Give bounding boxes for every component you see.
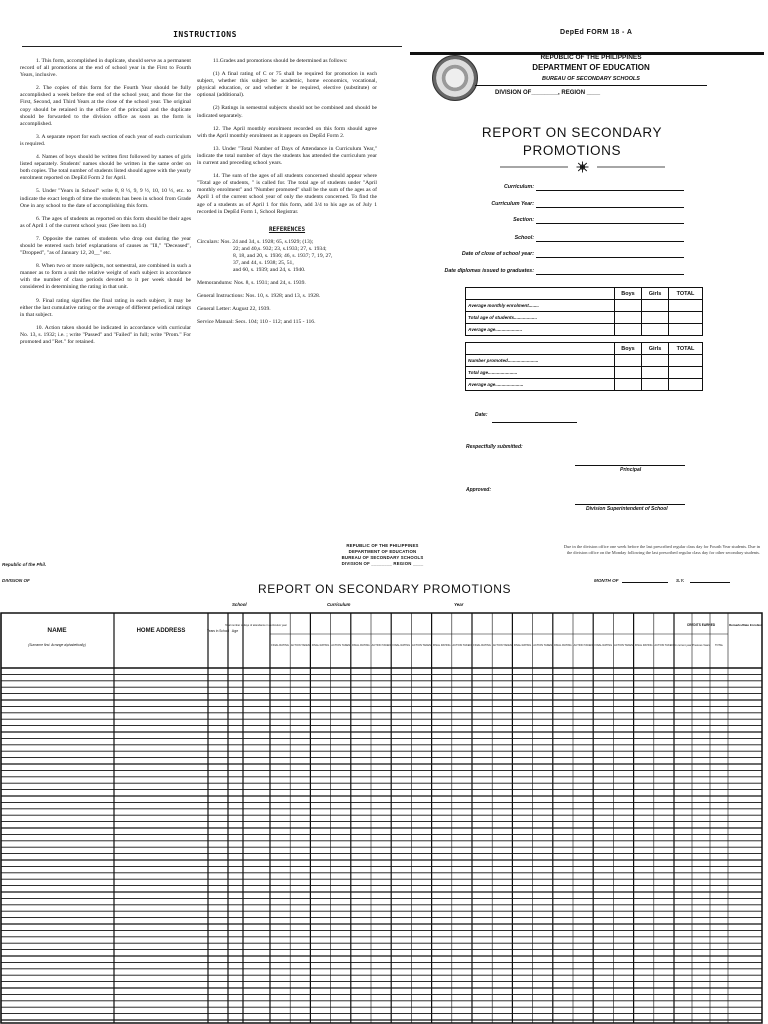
ornament-divider-icon (500, 161, 665, 173)
subject-action-taken-header: ACTION TAKEN (371, 644, 391, 647)
subject-action-taken-header: ACTION TAKEN (290, 644, 310, 647)
field-label-6: Date diplomas issued to graduates: (444, 268, 534, 274)
enrolment-stats-row-label-3: Average age..................... (466, 324, 615, 336)
subject-final-rating-header: FINAL RATING (634, 644, 653, 647)
promotions-grid (0, 612, 763, 1024)
enrolment-stats-cell[interactable] (669, 324, 703, 336)
principal-label: Principal (620, 467, 642, 473)
enrolment-stats-cell[interactable] (642, 312, 669, 324)
promotion-stats-row-label-3: Average age...................... (466, 379, 615, 391)
report-title-line-1: REPORT ON SECONDARY (481, 125, 663, 140)
date-line[interactable] (492, 416, 577, 423)
reference-2: Memorandums: Nos. 8, s. 1931; and 24, s. 1939. (197, 279, 306, 286)
instruction-item-col2-6: 14. The sum of the ages of all students concerned should appear where "Total age of students, " is called for. The total age of students under "April monthly enrolment" and "Number promoted" shall be the sum of the ages as of April 1 of the current school year of only the students concerned. To find the age of a students as of April 1 for this form, add 3/4 to his age as of July 1 recorded in DepEd Form 1, School Registrar. (197, 173, 377, 215)
reference-1: Circulars: Nos. 24 and 34, s. 1928; 65, s.1929; (13); 22; and 40,s. 932; 23, s.1933; 27, s. 1934; 8, 18, and 20, s. 1936; 46, s. 1937; 7, 19, 27, 37, and 44, s. 1938; 25, 51, and 60, s. 1939; and 24, s. 1940. (197, 238, 333, 273)
curriculum-sub-label: Curriculum (327, 602, 351, 607)
instruction-item-1: 1. This form, accomplished in duplicate, should serve as a permanent record of all promotions at the end of school year in the First to Fourth Years, inclusive. (20, 58, 191, 79)
division-region-label: DIVISION OF________, REGION ____ (495, 90, 601, 96)
enrolment-stats-header-3: TOTAL (669, 288, 703, 300)
field-line-2[interactable] (536, 200, 684, 208)
bottom-center-line-4: DIVISION OF ________ REGION ____ (341, 561, 424, 566)
subject-final-rating-header: FINAL RATING (352, 644, 370, 647)
instruction-item-5: 5. Under "Years in School" write 8, 8 ½, 9, 9 ½, 10, 10 ½, etc. to indicate the exact length of time the students has been in school from Grade One in any school to the date of accomplishing this form. (20, 188, 191, 209)
col-years-header: Years in School (206, 629, 230, 633)
date-label: Date: (475, 412, 488, 418)
subject-action-taken-header: ACTION TAKEN (412, 644, 431, 647)
subject-action-taken-header: ACTION TAKEN (573, 644, 593, 647)
col-address-header: HOME ADDRESS (136, 628, 186, 634)
bottom-center-line-1: REPUBLIC OF THE PHILIPPINES (346, 543, 419, 548)
instruction-item-8: 8. When two or more subjects, not semestral, are combined in such a manner as to form a unit the relative weight of each subject in accordance with the number of class periods devoted to it per week should be considered in determining the rating in that unit. (20, 263, 191, 291)
instruction-item-3: 3. A separate report for each section of each year of each curriculum is required. (20, 133, 191, 147)
subject-final-rating-header: FINAL RATING (554, 644, 572, 647)
instructions-column-2 (197, 58, 377, 332)
report-title-line-2: PROMOTIONS (522, 143, 622, 158)
bureau-label: BUREAU OF SECONDARY SCHOOLS (542, 76, 640, 82)
subject-final-rating-header: FINAL RATING (392, 644, 411, 647)
enrolment-stats-cell[interactable] (615, 324, 642, 336)
year-sub-label: Year (454, 602, 464, 607)
credits-sub-header-3: TOTAL (714, 644, 724, 647)
instruction-item-2: 2. The copies of this form for the Fourth Year should be fully accomplished a week before the end of the school year, and those for the First, Second, and Third Years at the close of the school year. The original copy should be retained in the office of the principal and the duplicate should be forwarded to the division office as soon as the form is accomplished. (20, 85, 191, 127)
header-divider (475, 85, 707, 86)
enrolment-stats-cell[interactable] (642, 300, 669, 312)
promotion-stats-header-1: Boys (615, 343, 642, 355)
subject-final-rating-header: FINAL RATING (594, 644, 613, 647)
reference-5: Service Manual: Secs. 104; 110 - 112; and 115 - 116. (197, 318, 316, 325)
col-name-header: NAME (47, 627, 67, 634)
subject-action-taken-header: ACTION TAKEN (331, 644, 351, 647)
bottom-center-line-3: BUREAU OF SECONDARY SCHOOLS (341, 555, 424, 560)
credits-sub-header-1: In current year (674, 644, 692, 647)
school-sub-label: School (232, 602, 247, 607)
subject-final-rating-header: FINAL RATING (271, 644, 289, 647)
instructions-title: INSTRUCTIONS (173, 30, 237, 39)
subject-final-rating-header: FINAL RATING (513, 644, 532, 647)
enrolment-stats-cell[interactable] (615, 312, 642, 324)
month-label: MONTH OF (594, 578, 619, 583)
promotion-stats-row-label-2: Total age....................... (466, 367, 615, 379)
promotion-stats-cell[interactable] (615, 379, 642, 391)
promotion-stats-cell[interactable] (669, 379, 703, 391)
field-line-4[interactable] (536, 234, 684, 242)
enrolment-stats-cell[interactable] (669, 300, 703, 312)
col-age-header: Age (231, 629, 239, 633)
credits-sub-header-2: Previous Years (692, 644, 710, 647)
promotion-stats-cell[interactable] (615, 367, 642, 379)
field-line-6[interactable] (536, 267, 684, 275)
instruction-item-7: 7. Opposite the names of students who drop out during the year should be entered such brief explanations of causes as "Ill," "Deceased", "Dropped", "as of January 12, 20__" etc. (20, 235, 191, 257)
instruction-item-9: 9. Final rating signifies the final rating in each subject, it may be either the last cumulative rating or the average of different periodical ratings in that subject. (20, 297, 191, 318)
month-line[interactable] (622, 577, 668, 583)
instruction-item-col2-3: (2) Ratings in semestral subjects should not be combined and should be indicated separately. (197, 105, 377, 119)
subject-action-taken-header: ACTION TAKEN (533, 644, 553, 647)
promotion-stats-cell[interactable] (615, 355, 642, 367)
republic-label: REPUBLIC OF THE PHILIPPINES (540, 54, 642, 61)
report-title (472, 124, 672, 160)
deped-seal-icon (432, 55, 478, 101)
enrolment-stats-cell[interactable] (615, 300, 642, 312)
instructions-column-1 (20, 58, 191, 352)
reference-3: General Instructions: Nos. 10, s. 1928; and 13, s. 1928. (197, 292, 321, 299)
instruction-item-10: 10. Action taken should be indicated in accordance with curricular No. 13, s. 1932; i.e. ; write "Passed" and "Failed" in full; write "Prom." For promoted and "Ret." for retained. (20, 324, 191, 345)
promotion-stats-header-2: Girls (642, 343, 669, 355)
instruction-item-6: 6. The ages of students as reported on this form should be their ages as of April 1 of the current school year. (See item no.14) (20, 215, 191, 229)
field-label-2: Curriculum Year: (491, 201, 534, 207)
promotion-stats-cell[interactable] (642, 367, 669, 379)
instruction-item-col2-1: 11.Grades and promotions should be determined as follows: (213, 58, 348, 64)
school-year-line[interactable] (690, 577, 730, 583)
credits-earned-header: CREDITS EARNED (686, 623, 716, 627)
enrolment-stats-table (465, 287, 703, 336)
enrolment-stats-cell[interactable] (669, 312, 703, 324)
approved-label: Approved: (466, 487, 491, 493)
bottom-division-label: DIVISION OF (2, 578, 30, 583)
instruction-item-col2-4: 12. The April monthly enrolment recorded on this form should agree with the April monthly enrolment as it appears on DepEd Form 2. (197, 125, 377, 139)
subject-final-rating-header: FINAL RATING (432, 644, 451, 647)
bottom-due-note: Due in the division office one week before the last prescribed regular class day for Fourth Year students. Due in the division office on the Monday following the last prescribed regular class day for other secondary students. (563, 544, 760, 555)
col-name-subheader: (Surname first. Arrange alphabetically) (28, 643, 86, 647)
promotion-stats-cell[interactable] (642, 355, 669, 367)
promotion-stats-header-3: TOTAL (669, 343, 703, 355)
field-line-1[interactable] (536, 183, 684, 191)
department-label: DEPARTMENT OF EDUCATION (532, 63, 650, 72)
instruction-item-col2-2: (1) A final rating of C or 75 shall be required for promotion in each subject, whether this subject be academic, home economics, vocational, physical education, or and whether it be required, elective (substitute) or optional (additional). (197, 71, 377, 99)
field-label-4: School: (514, 235, 534, 241)
school-year-label: S.Y. (676, 578, 685, 583)
remarks-header: Remarks/Date Enrolled (729, 623, 762, 627)
promotion-stats-cell[interactable] (669, 355, 703, 367)
subject-action-taken-header: ACTION TAKEN (452, 644, 472, 647)
field-label-3: Section: (513, 217, 534, 223)
form-number: DepEd FORM 18 - A (560, 29, 633, 36)
bottom-report-title: REPORT ON SECONDARY PROMOTIONS (258, 582, 512, 596)
superintendent-label: Division Superintendent of School (586, 506, 668, 512)
respectfully-submitted-label: Respectfully submitted: (466, 444, 523, 450)
references-title: REFERENCES (268, 225, 306, 233)
promotion-stats-cell[interactable] (642, 379, 669, 391)
col-days-header: Total number of days of attendance in curriculum year (225, 624, 287, 627)
enrolment-stats-header-2: Girls (642, 288, 669, 300)
subject-final-rating-header: FINAL RATING (473, 644, 491, 647)
enrolment-stats-cell[interactable] (642, 324, 669, 336)
enrolment-stats-row-label-2: Total age of students.................. (466, 312, 615, 324)
subject-action-taken-header: ACTION TAKEN (614, 644, 633, 647)
field-line-5[interactable] (536, 250, 684, 258)
subject-action-taken-header: ACTION TAKEN (492, 644, 512, 647)
enrolment-stats-header-1: Boys (615, 288, 642, 300)
principal-signature-line[interactable] (575, 461, 685, 466)
promotion-stats-cell[interactable] (669, 367, 703, 379)
subject-final-rating-header: FINAL RATING (311, 644, 330, 647)
bottom-center-heading (320, 543, 445, 567)
instruction-item-4: 4. Names of boys should be written first followed by names of girls listed separately. Students' names should be written in the same order on both copies. The total number of students listed should agree with the yearly enrolment reported on DepEd Form 2 for April. (20, 154, 191, 182)
promotion-stats-row-label-1: Number promoted........................ (466, 355, 615, 367)
subject-action-taken-header: ACTION TAKEN (654, 644, 674, 647)
field-label-5: Date of close of school year: (461, 251, 534, 257)
instructions-rule (22, 46, 402, 47)
superintendent-signature-line[interactable] (575, 500, 685, 505)
promotion-stats-table (465, 342, 703, 391)
enrolment-stats-row-label-1: Average monthly enrolment........ (466, 300, 615, 312)
bottom-republic-label: Republic of the Phil. (2, 562, 47, 567)
bottom-center-line-2: DEPARTMENT OF EDUCATION (348, 549, 417, 554)
reference-4: General Letter: August 22, 1939. (197, 305, 271, 312)
field-label-1: Curriculum: (503, 184, 534, 190)
instruction-item-col2-5: 13. Under "Total Number of Days of Attendance in Curriculum Year," indicate the total number of days the students has attended the curriculum year in current and preceding school years. (197, 145, 377, 167)
field-line-3[interactable] (536, 216, 684, 224)
